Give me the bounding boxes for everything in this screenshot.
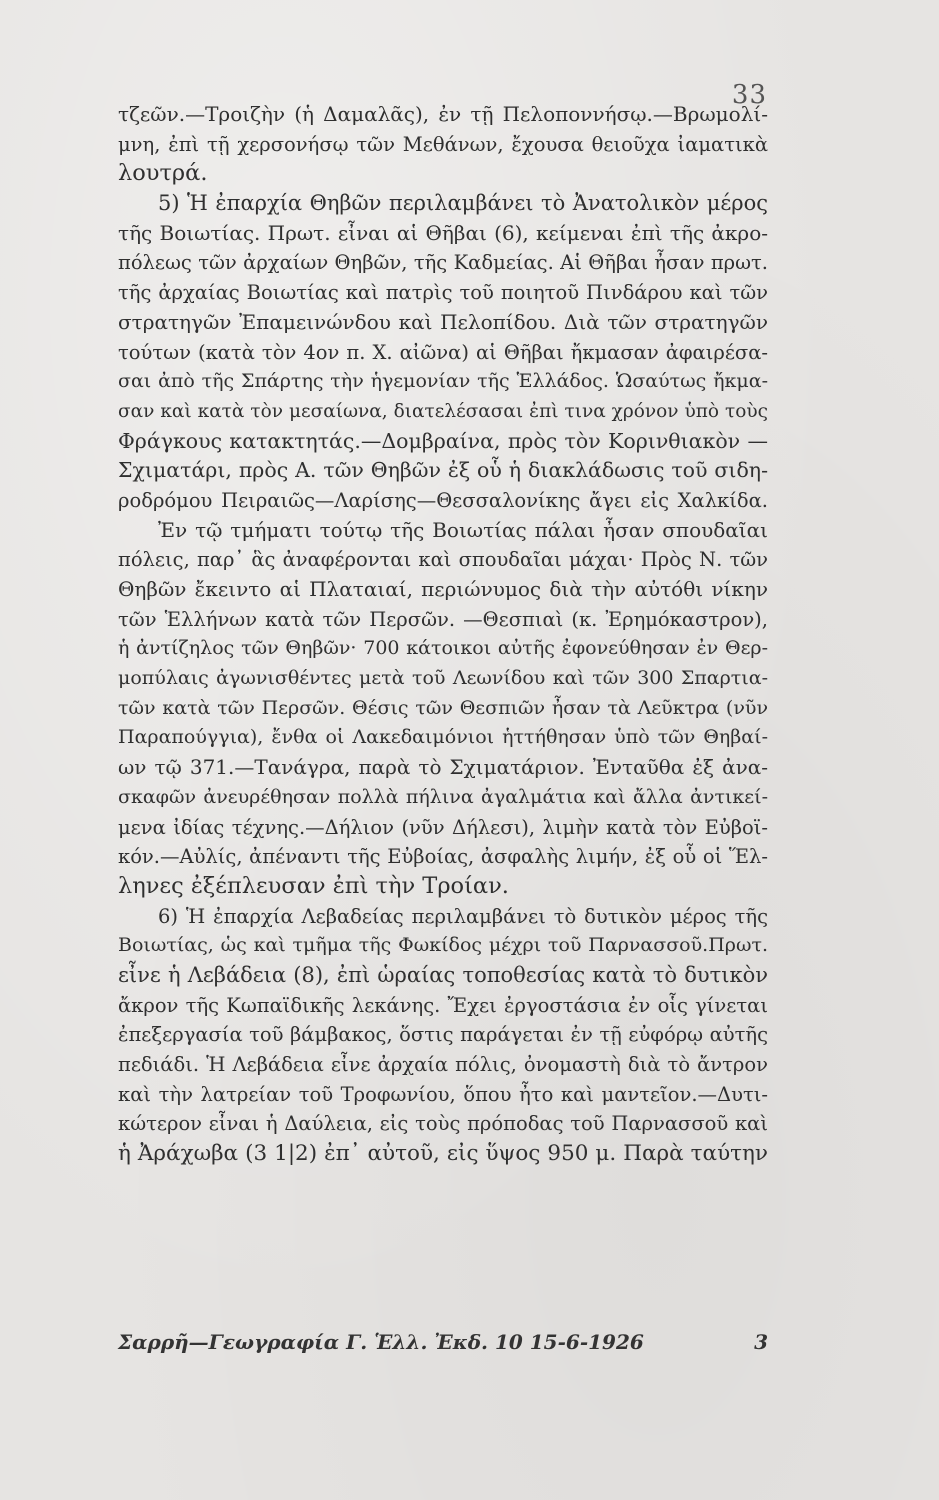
body-text	[118, 100, 768, 1169]
text-line: 5) Ἡ ἐπαρχία Θηβῶν περιλαμβάνει τὸ Ἀνατολικὸν μέρος	[158, 191, 768, 216]
text-line: ἡ Ἀράχωβα (3 1|2) ἐπ᾽ αὐτοῦ, εἰς ὕψος 950 μ. Παρὰ ταύτην	[118, 1141, 768, 1167]
text-line: καὶ τὴν λατρείαν τοῦ Τροφωνίου, ὅπου ἦτο καὶ μαντεῖον.—Δυτι-	[118, 1082, 768, 1106]
text-line: ροδρόμου Πειραιῶς—Λαρίσης—Θεσσαλονίκης ἄγει εἰς Χαλκίδα.	[118, 488, 768, 512]
text-line: 6) Ἡ ἐπαρχία Λεβαδείας περιλαμβάνει τὸ δυτικὸν μέρος τῆς	[158, 904, 768, 928]
text-line: κόν.—Αὐλίς, ἀπέναντι τῆς Εὐβοίας, ἀσφαλὴς λιμήν, ἐξ οὗ οἱ Ἕλ-	[118, 845, 768, 869]
text-line: κώτερον εἶναι ἡ Δαύλεια, εἰς τοὺς πρόποδας τοῦ Παρνασσοῦ καὶ	[118, 1112, 768, 1136]
page-number: 33	[731, 80, 767, 110]
text-line: τζεῶν.—Τροιζὴν (ἡ Δαμαλᾶς), ἐν τῇ Πελοποννήσῳ.—Βρωμολί-	[118, 102, 768, 126]
text-line: στρατηγῶν Ἐπαμεινώνδου καὶ Πελοπίδου. Διὰ τῶν στρατηγῶν	[118, 309, 768, 334]
text-line: σκαφῶν ἀνευρέθησαν πολλὰ πήλινα ἀγαλμάτια καὶ ἄλλα ἀντικεί-	[118, 785, 768, 808]
text-line: τῆς ἀρχαίας Βοιωτίας καὶ πατρὶς τοῦ ποιητοῦ Πινδάρου καὶ τῶν	[118, 281, 768, 305]
text-line: μενα ἰδίας τέχνης.—Δήλιον (νῦν Δήλεσι), λιμὴν κατὰ τὸν Εὐβοϊ-	[118, 815, 768, 839]
text-line: τούτων (κατὰ τὸν 4ον π. Χ. αἰῶνα) αἱ Θῆβαι ἤκμασαν ἀφαιρέσα-	[118, 340, 768, 364]
text-line: πεδιάδι. Ἡ Λεβάδεια εἶνε ἀρχαία πόλις, ὀνομαστὴ διὰ τὸ ἄντρον	[118, 1053, 768, 1076]
text-line: ων τῷ 371.—Τανάγρα, παρὰ τὸ Σχιματάριον. Ἐνταῦθα ἐξ ἀνα-	[118, 755, 768, 780]
text-line: πόλεως τῶν ἀρχαίων Θηβῶν, τῆς Καδμείας. Αἱ Θῆβαι ἦσαν πρωτ.	[118, 251, 768, 275]
text-line: τῆς Βοιωτίας. Πρωτ. εἶναι αἱ Θῆβαι (6), κείμεναι ἐπὶ τῆς ἀκρο-	[118, 220, 768, 245]
footer-text: Σαρρῆ—Γεωγραφία Γ. Ἑλλ. Ἐκδ. 10 15-6-1926	[118, 1330, 644, 1354]
text-line: Ἐν τῷ τμήματι τούτῳ τῆς Βοιωτίας πάλαι ἦσαν σπουδαῖαι	[158, 517, 768, 542]
text-line: Βοιωτίας, ὡς καὶ τμῆμα τῆς Φωκίδος μέχρι τοῦ Παρνασσοῦ.Πρωτ.	[118, 934, 768, 957]
text-line: μνη, ἐπὶ τῇ χερσονήσῳ τῶν Μεθάνων, ἔχουσα θειοῦχα ἰαματικὰ	[118, 132, 768, 156]
text-line: ἐπεξεργασία τοῦ βάμβακος, ὅστις παράγεται ἐν τῇ εὐφόρῳ αὐτῆς	[118, 1023, 768, 1047]
text-line: ληνες ἐξέπλευσαν ἐπὶ τὴν Τροίαν.	[118, 872, 509, 899]
text-line: ἡ ἀντίζηλος τῶν Θηβῶν· 700 κάτοικοι αὐτῆς ἐφονεύθησαν ἐν Θερ-	[118, 637, 768, 660]
text-line: σαν καὶ κατὰ τὸν μεσαίωνα, διατελέσασαι ἐπὶ τινα χρόνον ὑπὸ τοὺς	[118, 400, 768, 422]
text-line: εἶνε ἡ Λεβάδεια (8), ἐπὶ ὡραίας τοποθεσίας κατὰ τὸ δυτικὸν	[118, 962, 768, 987]
text-line: τῶν Ἑλλήνων κατὰ τῶν Περσῶν. —Θεσπιαὶ (κ. Ἐρημόκαστρον),	[118, 607, 768, 631]
text-line: λουτρά.	[118, 160, 208, 187]
text-line: Σχιματάρι, πρὸς Α. τῶν Θηβῶν ἐξ οὗ ἡ διακλάδωσις τοῦ σιδη-	[118, 458, 768, 483]
text-line: πόλεις, παρ᾽ ἃς ἀναφέρονται καὶ σπουδαῖαι μάχαι· Πρὸς Ν. τῶν	[118, 548, 768, 572]
text-line: Παραπούγγια), ἔνθα οἱ Λακεδαιμόνιοι ἡττήθησαν ὑπὸ τῶν Θηβαί-	[118, 726, 768, 749]
text-line: τῶν κατὰ τῶν Περσῶν. Θέσις τῶν Θεσπιῶν ἦσαν τὰ Λεῦκτρα (νῦν	[118, 696, 768, 719]
text-line: Φράγκους κατακτητάς.—Δομβραίνα, πρὸς τὸν Κορινθιακὸν —	[118, 428, 768, 453]
text-line: ἄκρον τῆς Κωπαϊδικῆς λεκάνης. Ἔχει ἐργοστάσια ἐν οἷς γίνεται	[118, 993, 768, 1017]
printer-footer	[118, 1330, 768, 1354]
text-line: Θηβῶν ἔκειντο αἱ Πλαταιαί, περιώνυμος διὰ τὴν αὐτόθι νίκην	[118, 577, 768, 601]
text-line: σαι ἀπὸ τῆς Σπάρτης τὴν ἡγεμονίαν τῆς Ἑλλάδος. Ὡσαύτως ἤκμα-	[118, 370, 768, 393]
signature-mark: 3	[754, 1330, 768, 1354]
text-line: μοπύλαις ἀγωνισθέντες μετὰ τοῦ Λεωνίδου καὶ τῶν 300 Σπαρτια-	[118, 667, 768, 690]
